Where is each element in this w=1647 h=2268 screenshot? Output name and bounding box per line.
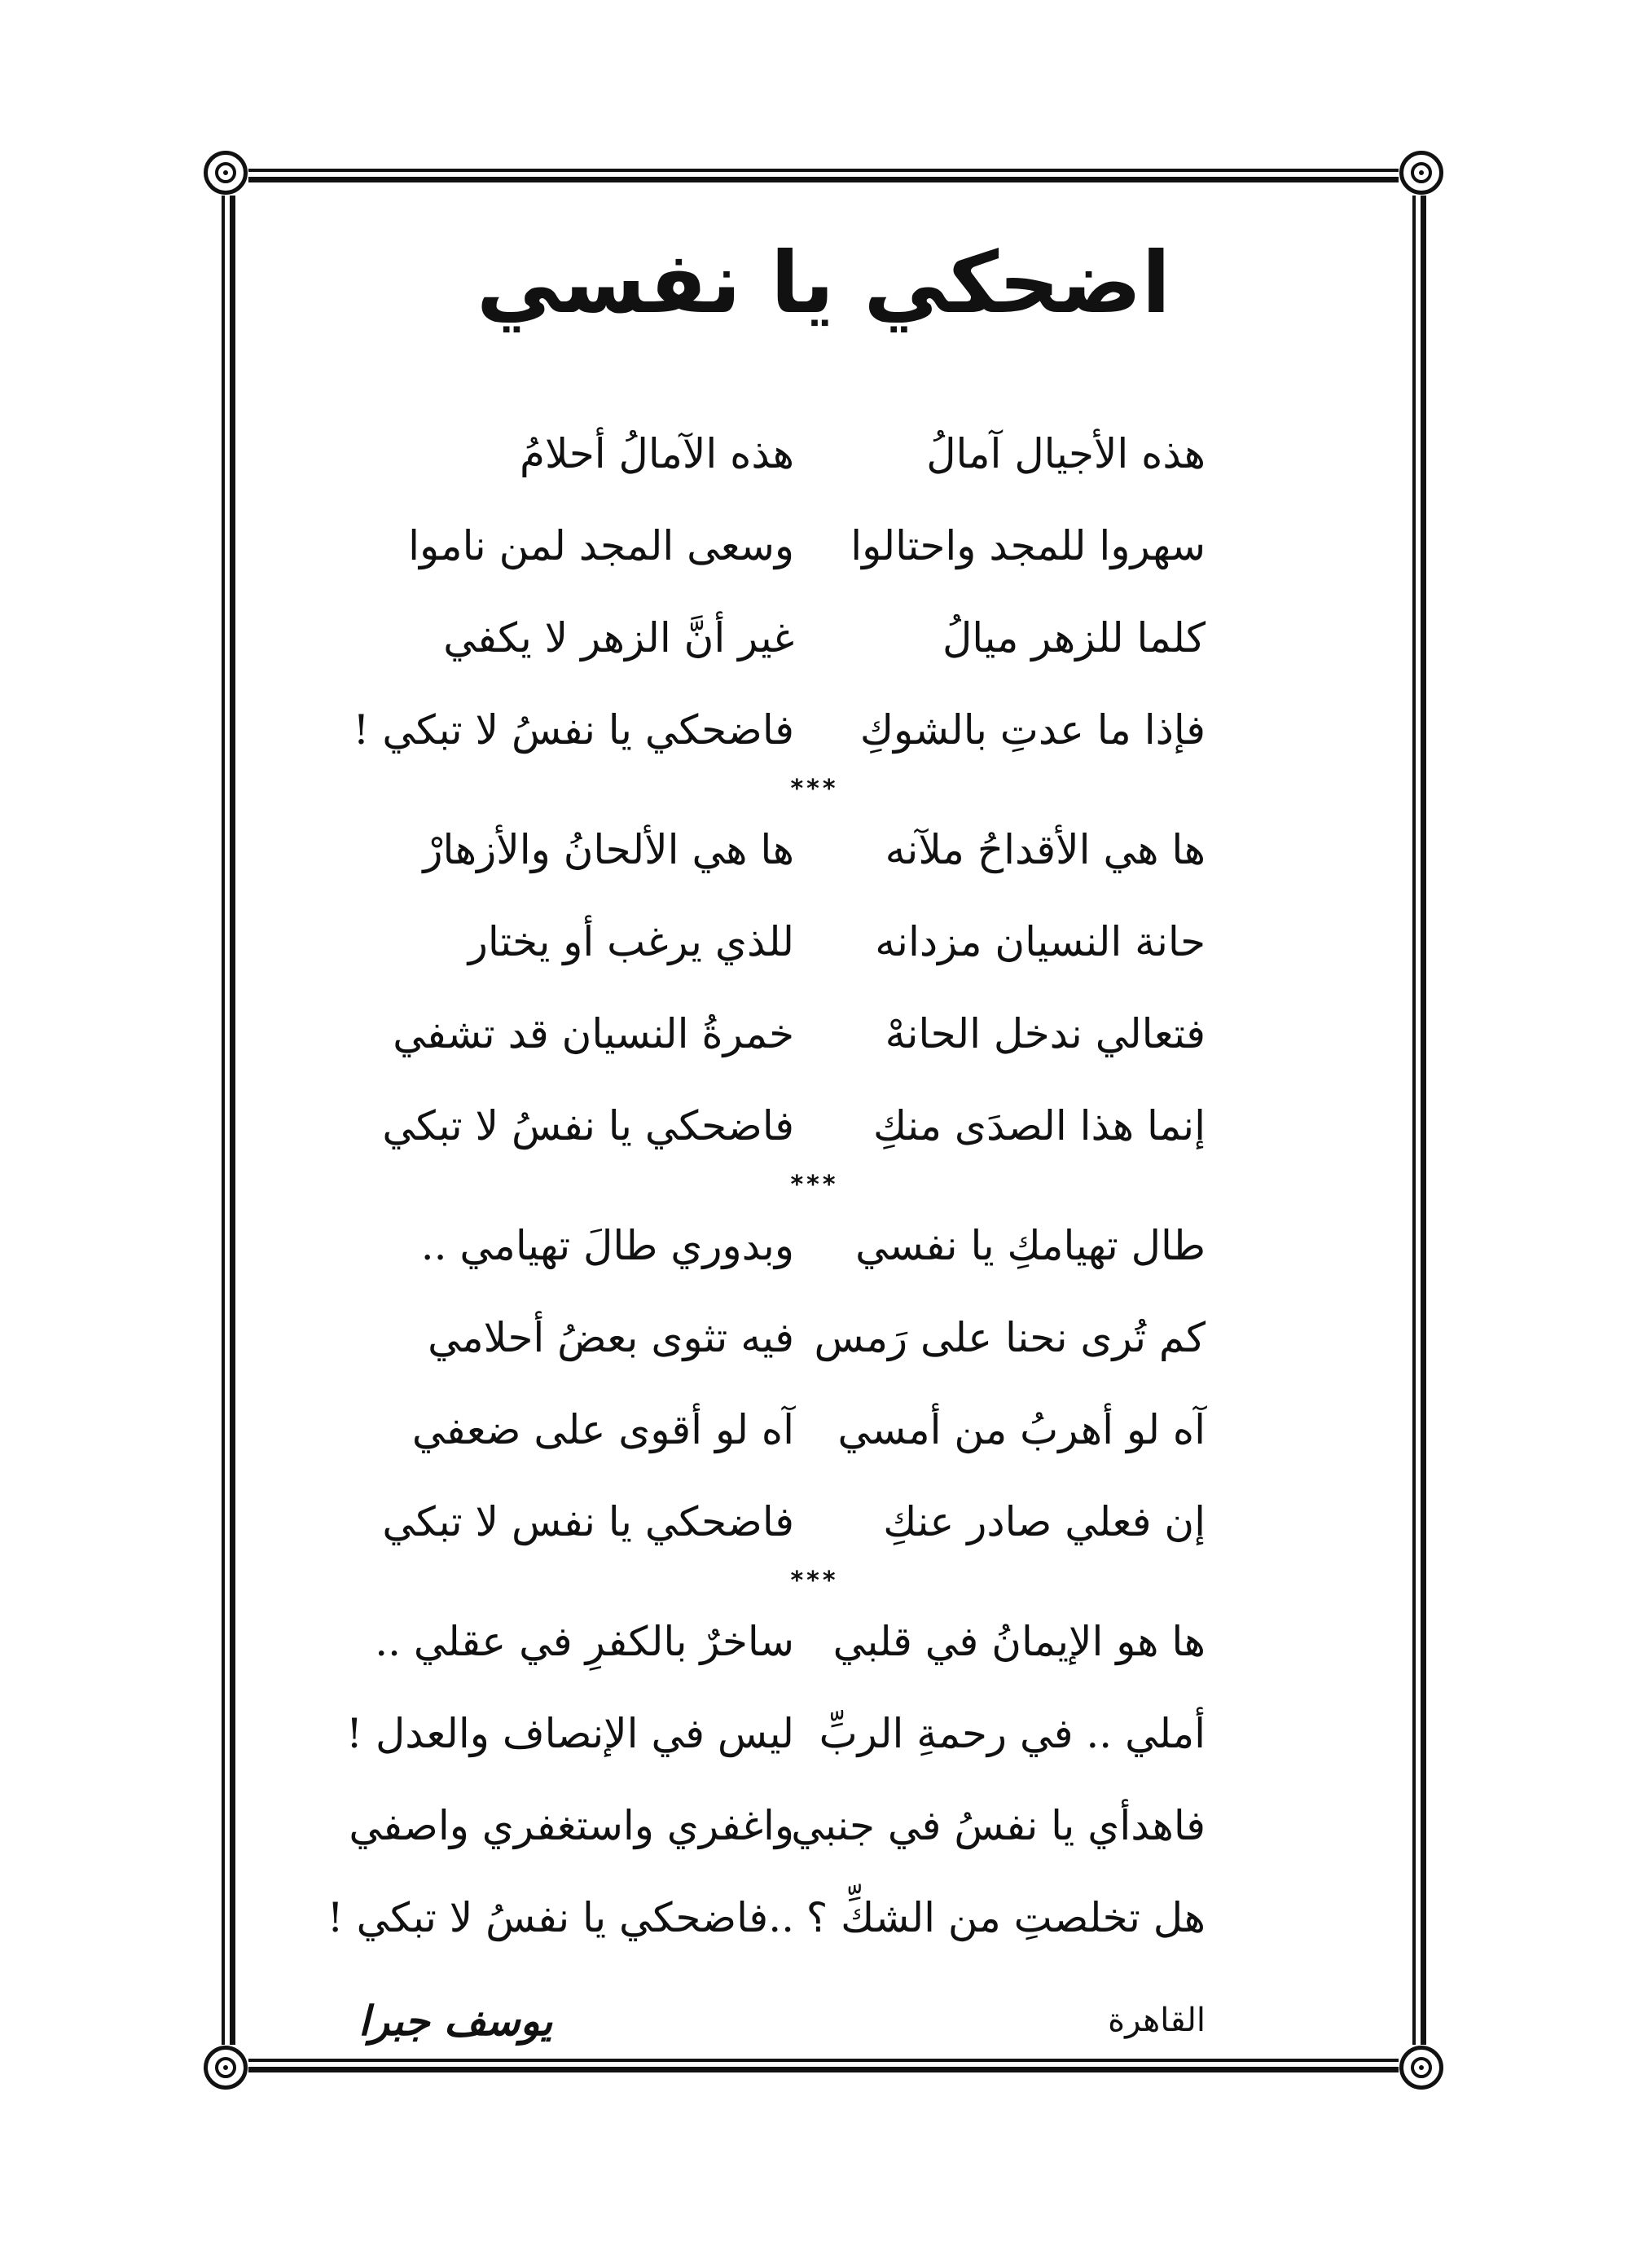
first-hemistich: كلما للزهر ميالُ <box>942 613 1206 662</box>
second-hemistich: فاضحكي يا نفس لا تبكي <box>382 1497 794 1545</box>
stanza <box>382 803 1206 1171</box>
stanza <box>327 1595 1206 1963</box>
verse <box>408 499 1206 591</box>
first-hemistich: سهروا للمجد واحتالوا <box>850 521 1206 569</box>
first-hemistich: فتعالي ندخل الحانهْ <box>885 1009 1206 1057</box>
corner-ornament-bottom-left-icon <box>204 2046 248 2090</box>
poem-title: اضحكي يا نفسي <box>476 233 1171 332</box>
first-hemistich: أملي .. في رحمةِ الربِّ <box>819 1709 1206 1757</box>
verse <box>327 1871 1206 1963</box>
verse <box>411 1383 1206 1475</box>
second-hemistich: ساخرٌ بالكفرِ في عقلي .. <box>375 1617 794 1665</box>
verse <box>424 895 1206 987</box>
frame-bottom-rule <box>248 2059 1399 2072</box>
first-hemistich: هل تخلصتِ من الشكِّ ؟ <box>806 1893 1206 1941</box>
first-hemistich: فاهدأي يا نفسُ في جنبي <box>791 1801 1206 1849</box>
frame-left-rule <box>222 196 235 2045</box>
second-hemistich: ليس في الإنصاف والعدل ! <box>345 1709 794 1757</box>
author-signature: يوسف جبرا <box>358 1996 553 2045</box>
verse <box>424 591 1206 683</box>
first-hemistich: طال تهيامكِ يا نفسي <box>855 1221 1206 1269</box>
first-hemistich: هذه الأجيال آمالُ <box>926 429 1206 477</box>
corner-ornament-top-left-icon <box>204 151 248 195</box>
verse <box>345 1687 1206 1779</box>
second-hemistich: فيه تثوى بعضُ أحلامي <box>428 1313 794 1361</box>
verse <box>424 803 1206 895</box>
stanza-separator: *** <box>790 775 839 803</box>
frame-right-rule <box>1412 196 1425 2045</box>
first-hemistich: ها هو الإيمانُ في قلبي <box>832 1617 1206 1665</box>
corner-ornament-top-right-icon <box>1399 151 1443 195</box>
first-hemistich: إنما هذا الصدَى منكِ <box>872 1101 1206 1149</box>
second-hemistich: خمرةُ النسيان قد تشفي <box>393 1009 794 1057</box>
corner-ornament-bottom-right-icon <box>1399 2046 1443 2090</box>
poem-body <box>327 407 1206 1963</box>
verse <box>420 1199 1206 1291</box>
first-hemistich: ها هي الأقداحُ ملآنه <box>885 825 1206 873</box>
second-hemistich: فاضحكي يا نفسُ لا تبكي ! <box>353 705 794 754</box>
stanza-separator: *** <box>790 1567 839 1595</box>
second-hemistich: وبدوري طالَ تهيامي .. <box>420 1221 794 1269</box>
verse <box>382 1079 1206 1171</box>
second-hemistich: آه لو أقوى على ضعفي <box>411 1405 794 1453</box>
second-hemistich: ..فاضحكي يا نفسُ لا تبكي ! <box>327 1893 794 1941</box>
place-of-writing: القاهرة <box>1108 2002 1206 2039</box>
second-hemistich: للذي يرغب أو يختار <box>468 917 794 965</box>
second-hemistich: فاضحكي يا نفسُ لا تبكي <box>382 1101 794 1149</box>
second-hemistich: ها هي الألحانُ والأزهارْ <box>423 825 794 873</box>
verse <box>353 683 1206 776</box>
verse <box>424 1291 1206 1383</box>
verse <box>349 1779 1206 1871</box>
second-hemistich: هذه الآمالُ أحلامُ <box>520 429 794 477</box>
verse <box>424 407 1206 499</box>
verse <box>393 987 1206 1079</box>
poem-footer <box>358 1992 1206 2049</box>
first-hemistich: حانة النسيان مزدانه <box>875 917 1206 965</box>
first-hemistich: فإذا ما عدتِ بالشوكِ <box>859 705 1206 754</box>
first-hemistich: آه لو أهربُ من أمسي <box>837 1405 1206 1453</box>
first-hemistich: كم تُرى نحنا على رَمس <box>814 1313 1206 1361</box>
stanza-separator: *** <box>790 1171 839 1199</box>
stanza <box>382 1199 1206 1567</box>
verse <box>382 1475 1206 1567</box>
second-hemistich: وسعى المجد لمن ناموا <box>408 521 794 569</box>
first-hemistich: إن فعلي صادر عنكِ <box>883 1497 1206 1545</box>
frame-top-rule <box>248 169 1399 182</box>
second-hemistich: غير أنَّ الزهر لا يكفي <box>443 613 794 662</box>
verse <box>375 1595 1206 1687</box>
stanza <box>353 407 1206 776</box>
second-hemistich: واغفري واستغفري واصفي <box>349 1801 794 1849</box>
